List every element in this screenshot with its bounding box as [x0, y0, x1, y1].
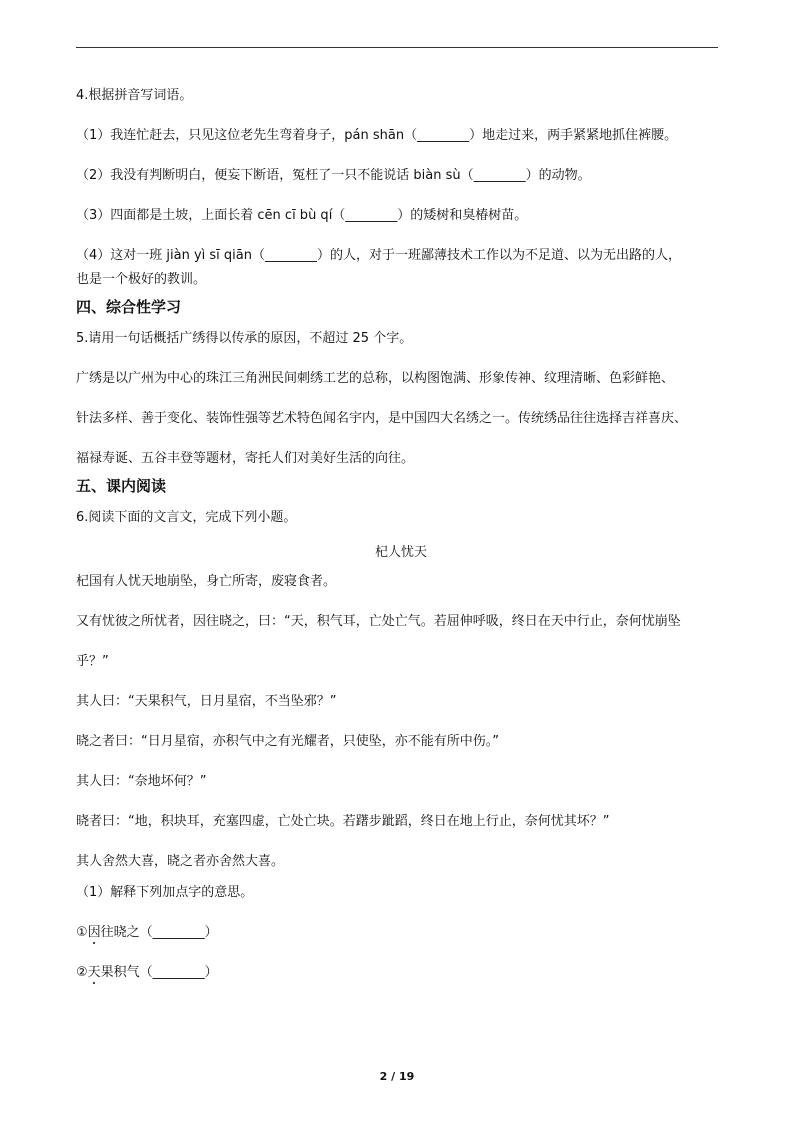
passage-line-8: 其人舍然大喜，晓之者亦舍然大喜。 [76, 854, 285, 869]
question-4-item-1: （1）我连忙赶去，只见这位老先生弯着身子，pán shān（________）地走过来，两手紧紧地抓住裤腰。 [76, 128, 678, 143]
dotted-character: 天 [87, 965, 101, 980]
item-text: 往晓之（________） [100, 925, 218, 940]
section-heading-4: 四、综合性学习 [76, 298, 182, 316]
page-number: 2 / 19 [379, 1070, 415, 1083]
question-4-item-4: （4）这对一班 jiàn yì sī qiān（________）的人，对于一班鄙薄技术工作以为不足道、以为无出路的人， [76, 248, 681, 263]
dotted-character: 因 [87, 925, 101, 940]
passage-line-7: 晓者曰：“地，积块耳，充塞四虚，亡处亡块。若躇步跐蹈，终日在地上行止，奈何忧其坏？” [76, 814, 610, 829]
passage-line-1: 杞国有人忧天地崩坠，身亡所寄，废寝食者。 [76, 574, 337, 589]
sub-question-1-item-1 [76, 923, 726, 943]
question-4-item-3: （3）四面都是土坡，上面长着 cēn cī bù qí（________）的矮树和臭椿树苗。 [76, 208, 528, 223]
question-4-item-4-continued: 也是一个极好的教训。 [76, 272, 207, 287]
page-content [76, 86, 726, 1003]
section-heading-5: 五、课内阅读 [76, 477, 167, 495]
item-number: ① [76, 925, 88, 940]
question-5-title: 5.请用一句话概括广绣得以传承的原因，不超过 25 个字。 [76, 331, 413, 346]
passage-line-4: 其人曰：“天果积气，日月星宿，不当坠邪？” [76, 694, 337, 709]
question-6-title: 6.阅读下面的文言文，完成下列小题。 [76, 510, 297, 525]
item-number: ② [76, 965, 88, 980]
passage-line-2: 又有忧彼之所忧者，因往晓之，曰：“天，积气耳，亡处亡气。若屈伸呼吸，终日在天中行止，奈何忧崩坠 [76, 614, 681, 629]
passage-title: 杞人忧天 [374, 545, 427, 560]
question-4-item-2: （2）我没有判断明白，便妄下断语，冤枉了一只不能说话 biàn sù（________）的动物。 [76, 168, 591, 183]
item-text: 果积气（________） [100, 965, 218, 980]
question-5-passage-line-2: 针法多样、善于变化、装饰性强等艺术特色闻名宇内，是中国四大名绣之一。传统绣品往往选择吉祥喜庆、 [76, 411, 688, 426]
question-5-passage-line-1: 广绣是以广州为中心的珠江三角洲民间刺绣工艺的总称，以构图饱满、形象传神、纹理清晰、色彩鲜艳、 [76, 371, 675, 386]
header-rule [76, 47, 718, 48]
passage-line-3: 乎？” [76, 654, 109, 669]
passage-line-6: 其人曰：“奈地坏何？” [76, 774, 207, 789]
sub-question-1-title: （1）解释下列加点字的意思。 [76, 885, 254, 900]
sub-question-1-item-2 [76, 963, 726, 983]
question-5-passage-line-3: 福禄寿诞、五谷丰登等题材，寄托人们对美好生活的向往。 [76, 451, 415, 466]
passage-line-5: 晓之者曰：“日月星宿，亦积气中之有光耀者，只使坠，亦不能有所中伤。” [76, 734, 499, 749]
question-4-title: 4.根据拼音写词语。 [76, 88, 193, 103]
